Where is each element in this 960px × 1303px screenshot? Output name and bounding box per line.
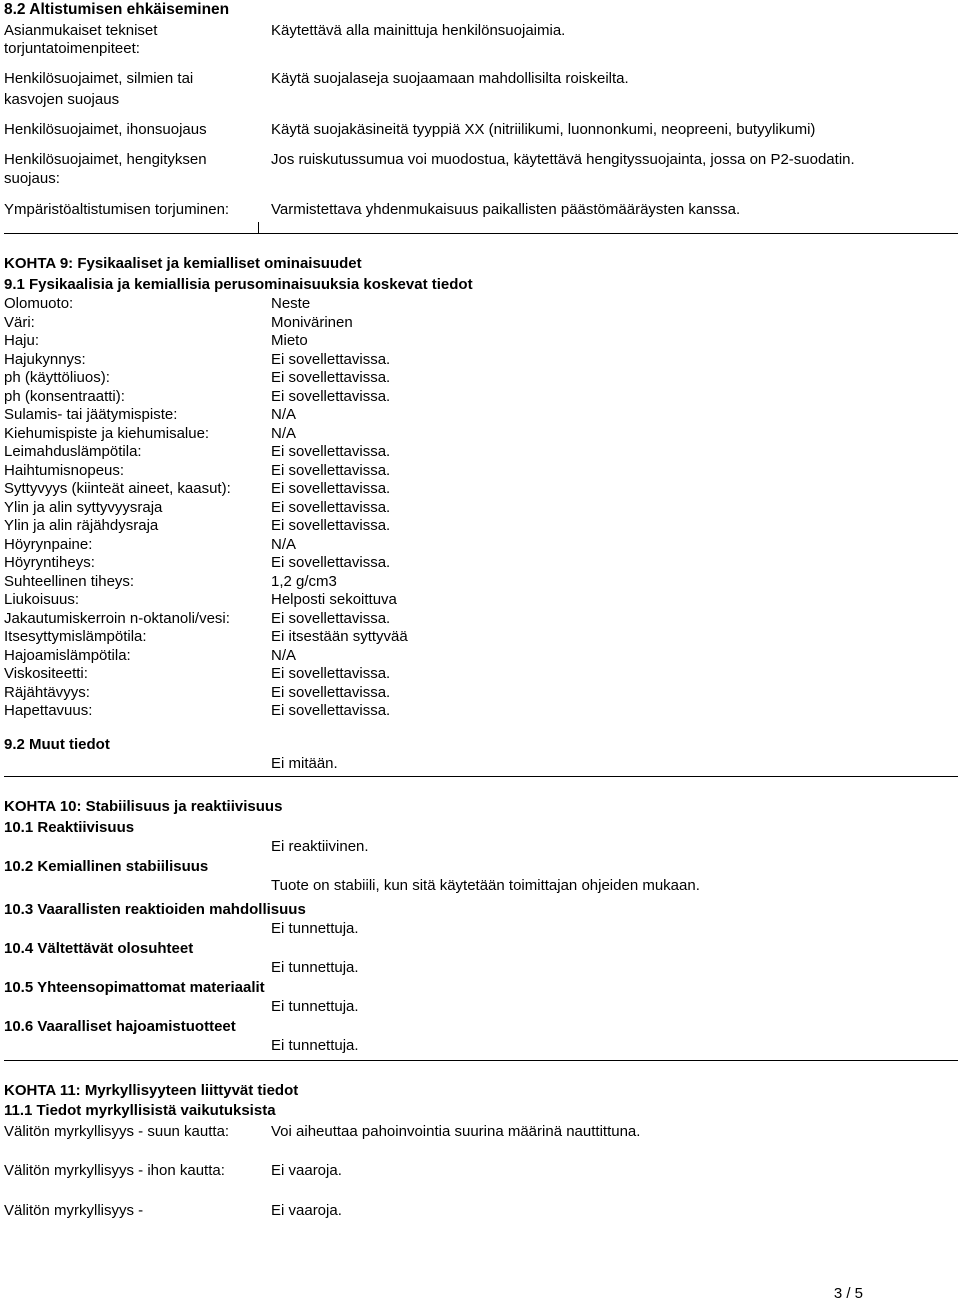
property-value: Ei sovellettavissa.	[271, 554, 391, 571]
property-value: N/A	[271, 425, 297, 442]
value-eye-protection: Käytä suojalaseja suojaamaan mahdollisilta roiskeilta.	[271, 70, 629, 87]
property-value: Ei sovellettavissa.	[271, 462, 391, 479]
section-10-4-title: 10.4 Vältettävät olosuhteet	[4, 940, 194, 957]
section-divider	[4, 1060, 958, 1061]
property-value: Ei sovellettavissa.	[271, 517, 391, 534]
property-value: Ei sovellettavissa.	[271, 351, 391, 368]
property-label: Ylin ja alin räjähdysraja	[4, 517, 159, 534]
section-9-1-subheading: 9.1 Fysikaalisia ja kemiallisia perusominaisuuksia koskevat tiedot	[4, 276, 473, 293]
property-label: Haihtumisnopeus:	[4, 462, 125, 479]
property-value: Neste	[271, 295, 311, 312]
section-10-2-title: 10.2 Kemiallinen stabiilisuus	[4, 858, 209, 875]
section-10-heading: KOHTA 10: Stabiilisuus ja reaktiivisuus	[4, 798, 283, 815]
property-value: Mieto	[271, 332, 308, 349]
label-eye-protection-2: kasvojen suojaus	[4, 91, 120, 108]
property-label: Hapettavuus:	[4, 702, 93, 719]
property-value: Ei sovellettavissa.	[271, 499, 391, 516]
label-respiratory-2: suojaus:	[4, 170, 60, 187]
section-9-2-title: 9.2 Muut tiedot	[4, 736, 110, 753]
section-divider	[4, 776, 958, 777]
property-label: ph (konsentraatti):	[4, 388, 125, 405]
label-acute-other: Välitön myrkyllisyys -	[4, 1202, 144, 1219]
value-respiratory: Jos ruiskutussumua voi muodostua, käytettävä hengityssuojainta, jossa on P2-suodatin.	[271, 151, 855, 168]
section-10-5-title: 10.5 Yhteensopimattomat materiaalit	[4, 979, 265, 996]
section-8-2-title: 8.2 Altistumisen ehkäiseminen	[4, 1, 230, 18]
property-label: Leimahduslämpötila:	[4, 443, 142, 460]
value-technical-measures: Käytettävä alla mainittuja henkilönsuojaimia.	[271, 22, 566, 39]
section-10-6-title: 10.6 Vaaralliset hajoamistuotteet	[4, 1018, 236, 1035]
section-divider	[4, 233, 958, 234]
section-10-1-title: 10.1 Reaktiivisuus	[4, 819, 135, 836]
value-skin-protection: Käytä suojakäsineitä tyyppiä XX (nitriilikumi, luonnonkumi, neopreeni, butyylikumi)	[271, 121, 816, 138]
section-10-4-value: Ei tunnettuja.	[271, 959, 359, 976]
property-label: Viskositeetti:	[4, 665, 88, 682]
property-value: Ei sovellettavissa.	[271, 610, 391, 627]
property-label: Höyrynpaine:	[4, 536, 93, 553]
section-10-1-value: Ei reaktiivinen.	[271, 838, 369, 855]
property-label: Hajukynnys:	[4, 351, 86, 368]
property-value: N/A	[271, 536, 297, 553]
property-value: Ei sovellettavissa.	[271, 443, 391, 460]
property-value: Ei sovellettavissa.	[271, 369, 391, 386]
property-value: Helposti sekoittuva	[271, 591, 397, 608]
property-value: Ei sovellettavissa.	[271, 665, 391, 682]
section-10-3-value: Ei tunnettuja.	[271, 920, 359, 937]
label-technical-measures-1: Asianmukaiset tekniset	[4, 22, 158, 39]
section-11-heading: KOHTA 11: Myrkyllisyyteen liittyvät tiedot	[4, 1082, 299, 1099]
section-9-heading: KOHTA 9: Fysikaaliset ja kemialliset ominaisuudet	[4, 255, 362, 272]
property-value: Ei sovellettavissa.	[271, 388, 391, 405]
property-label: Ylin ja alin syttyvyysraja	[4, 499, 163, 516]
label-technical-measures-2: torjuntatoimenpiteet:	[4, 40, 140, 57]
property-value: 1,2 g/cm3	[271, 573, 337, 590]
label-skin-protection: Henkilösuojaimet, ihonsuojaus	[4, 121, 207, 138]
section-10-5-value: Ei tunnettuja.	[271, 998, 359, 1015]
property-label: Liukoisuus:	[4, 591, 80, 608]
value-environmental: Varmistettava yhdenmukaisuus paikallisten päästömääräysten kanssa.	[271, 201, 741, 218]
value-acute-oral: Voi aiheuttaa pahoinvointia suurina määrinä nauttittuna.	[271, 1123, 641, 1140]
label-eye-protection-1: Henkilösuojaimet, silmien tai	[4, 70, 194, 87]
section-11-1-subheading: 11.1 Tiedot myrkyllisistä vaikutuksista	[4, 1102, 276, 1119]
property-label: Kiehumispiste ja kiehumisalue:	[4, 425, 210, 442]
property-label: Olomuoto:	[4, 295, 74, 312]
property-label: Syttyvyys (kiinteät aineet, kaasut):	[4, 480, 231, 497]
property-label: Sulamis- tai jäätymispiste:	[4, 406, 178, 423]
property-label: Höyryntiheys:	[4, 554, 95, 571]
property-label: Suhteellinen tiheys:	[4, 573, 135, 590]
property-label: Haju:	[4, 332, 40, 349]
value-acute-other: Ei vaaroja.	[271, 1202, 342, 1219]
label-respiratory-1: Henkilösuojaimet, hengityksen	[4, 151, 207, 168]
page-number: 3 / 5	[833, 1285, 863, 1302]
property-label: Jakautumiskerroin n-oktanoli/vesi:	[4, 610, 230, 627]
property-value: N/A	[271, 647, 297, 664]
property-label: Räjähtävyys:	[4, 684, 90, 701]
property-label: Hajoamislämpötila:	[4, 647, 131, 664]
section-10-2-value: Tuote on stabiili, kun sitä käytetään toimittajan ohjeiden mukaan.	[271, 877, 700, 894]
property-value: Ei itsestään syttyvää	[271, 628, 408, 645]
property-value: Ei sovellettavissa.	[271, 480, 391, 497]
property-value: N/A	[271, 406, 297, 423]
value-acute-dermal: Ei vaaroja.	[271, 1162, 342, 1179]
property-value: Ei sovellettavissa.	[271, 684, 391, 701]
property-label: Väri:	[4, 314, 35, 331]
property-label: Itsesyttymislämpötila:	[4, 628, 147, 645]
property-label: ph (käyttöliuos):	[4, 369, 110, 386]
label-environmental: Ympäristöaltistumisen torjuminen:	[4, 201, 230, 218]
section-9-2-value: Ei mitään.	[271, 755, 338, 772]
label-acute-oral: Välitön myrkyllisyys - suun kautta:	[4, 1123, 230, 1140]
label-acute-dermal: Välitön myrkyllisyys - ihon kautta:	[4, 1162, 225, 1179]
section-10-6-value: Ei tunnettuja.	[271, 1037, 359, 1054]
section-10-3-title: 10.3 Vaarallisten reaktioiden mahdollisuus	[4, 901, 306, 918]
property-value: Monivärinen	[271, 314, 353, 331]
property-value: Ei sovellettavissa.	[271, 702, 391, 719]
